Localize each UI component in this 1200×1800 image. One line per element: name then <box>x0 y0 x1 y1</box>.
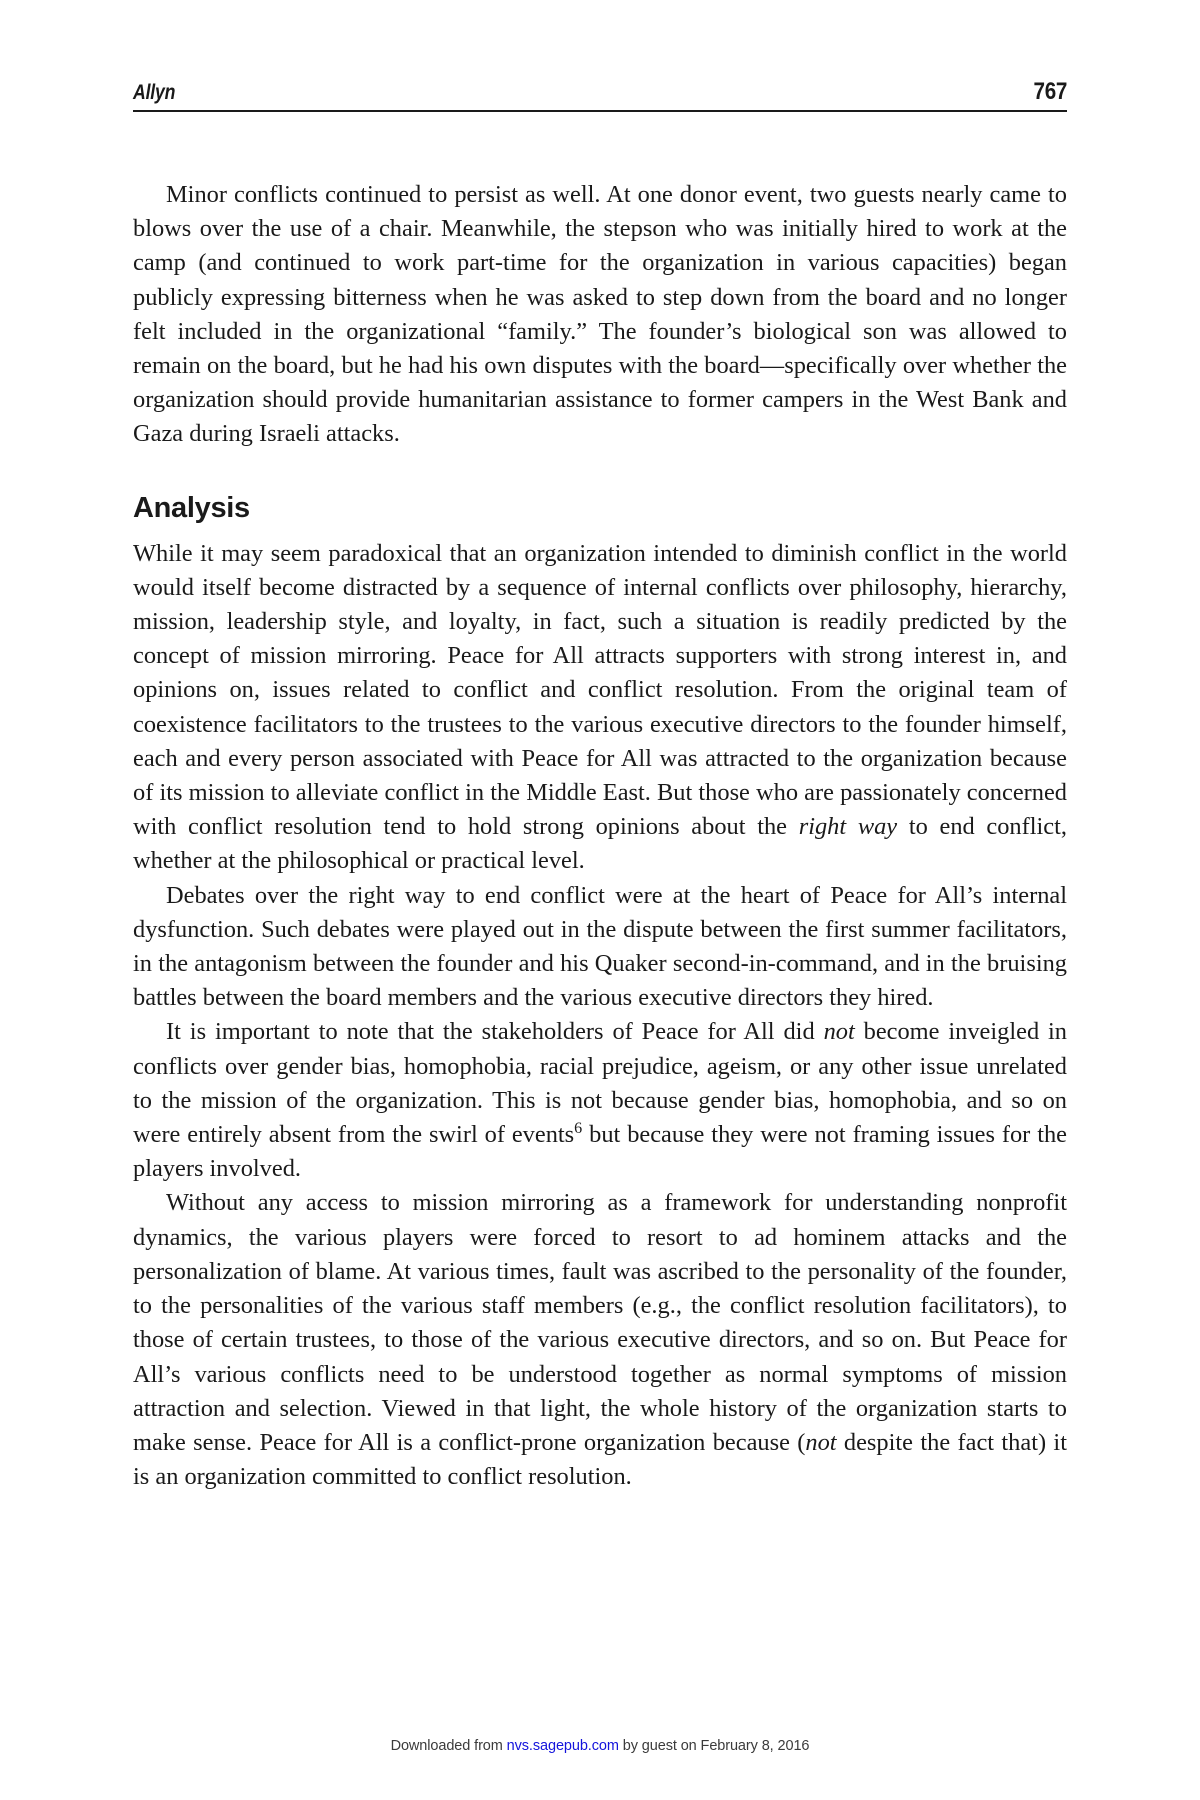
download-credit-footer <box>0 1738 1200 1754</box>
emphasis-not-2: not <box>805 1428 837 1456</box>
footer-source-link[interactable]: nvs.sagepub.com <box>506 1738 619 1754</box>
paragraph-analysis-4-text-b: despite the fact that) it is an organization committed to conflict resolution. <box>133 1428 1067 1491</box>
page-number: 767 <box>1033 78 1067 105</box>
paragraph-analysis-4-text-a: Without any access to mission mirroring as a framework for understanding nonprofit dynamics, the various players were forced to resort to ad hominem attacks and the personalization of blame. At various times, fault was ascribed to the personality of the founder, to the personalities of the various staff members (e.g., the conflict resolution facilitators), to those of certain trustees, to those of the various executive directors, and so on. But Peace for All’s various conflicts need to be understood together as normal symptoms of mission attraction and selection. Viewed in that light, the whole history of the organization starts to make sense. Peace for All is a conflict-prone organization because ( <box>133 1189 1067 1456</box>
footer-suffix: by guest on February 8, 2016 <box>618 1738 810 1754</box>
footnote-marker-6: 6 <box>574 1119 583 1137</box>
footer-prefix: Downloaded from <box>390 1738 507 1754</box>
paragraph-analysis-2: Debates over the right way to end conflict were at the heart of Peace for All’s internal dysfunction. Such debates were played out in the dispute between the first summer facilitators, in the antagonism between the founder and his Quaker second-in-command, and in the bruising battles between the board members and the various executive directors they hired. <box>133 881 1067 1012</box>
emphasis-right-way: right way <box>798 813 898 841</box>
emphasis-not-1: not <box>823 1018 855 1046</box>
paragraph-analysis-3 <box>133 1015 1067 1186</box>
paragraph-analysis-1-text-b: to end conflict, whether at the philosophical or practical level. <box>133 813 1067 875</box>
paragraph-minor-conflicts: Minor conflicts continued to persist as well. At one donor event, two guests nearly came to blows over the use of a chair. Meanwhile, the stepson who was initially hired to work at the camp (and continued to work part-time for the organization in various capacities) began publicly expressing bitterness when he was asked to step down from the board and no longer felt included in the organizational “family.” The founder’s biological son was allowed to remain on the board, but he had his own disputes with the board—specifically over whether the organization should provide humanitarian assistance to former campers in the West Bank and Gaza during Israeli attacks. <box>133 181 1067 448</box>
running-head <box>133 78 1067 106</box>
body-column <box>133 178 1067 1494</box>
paragraph-analysis-4 <box>133 1186 1067 1494</box>
paragraph-analysis-3-text-c: but because they were not framing issues for the players involved. <box>133 1121 1068 1183</box>
running-head-author: Allyn <box>133 81 176 104</box>
section-heading-analysis: Analysis <box>133 491 250 524</box>
paragraph-analysis-1 <box>133 537 1067 879</box>
paragraph-analysis-3-text-b: become inveigled in conflicts over gender bias, homophobia, racial prejudice, ageism, or any other issue unrelated to the mission of the organization. This is not because gender bias, homophobia, and so on were entirely absent from the swirl of events <box>133 1018 1068 1149</box>
paragraph-analysis-3-text-a: It is important to note that the stakeholders of Peace for All did <box>166 1018 824 1046</box>
header-divider-rule <box>133 110 1067 112</box>
paragraph-analysis-1-text-a: While it may seem paradoxical that an organization intended to diminish conflict in the world would itself become distracted by a sequence of internal conflicts over philosophy, hierarchy, mission, leadership style, and loyalty, in fact, such a situation is readily predicted by the concept of mission mirroring. Peace for All attracts supporters with strong interest in, and opinions on, issues related to conflict and conflict resolution. From the original team of coexistence facilitators to the trustees to the various executive directors to the founder himself, each and every person associated with Peace for All was attracted to the organization because of its mission to alleviate conflict in the Middle East. But those who are passionately concerned with conflict resolution tend to hold strong opinions about the <box>133 539 1067 841</box>
